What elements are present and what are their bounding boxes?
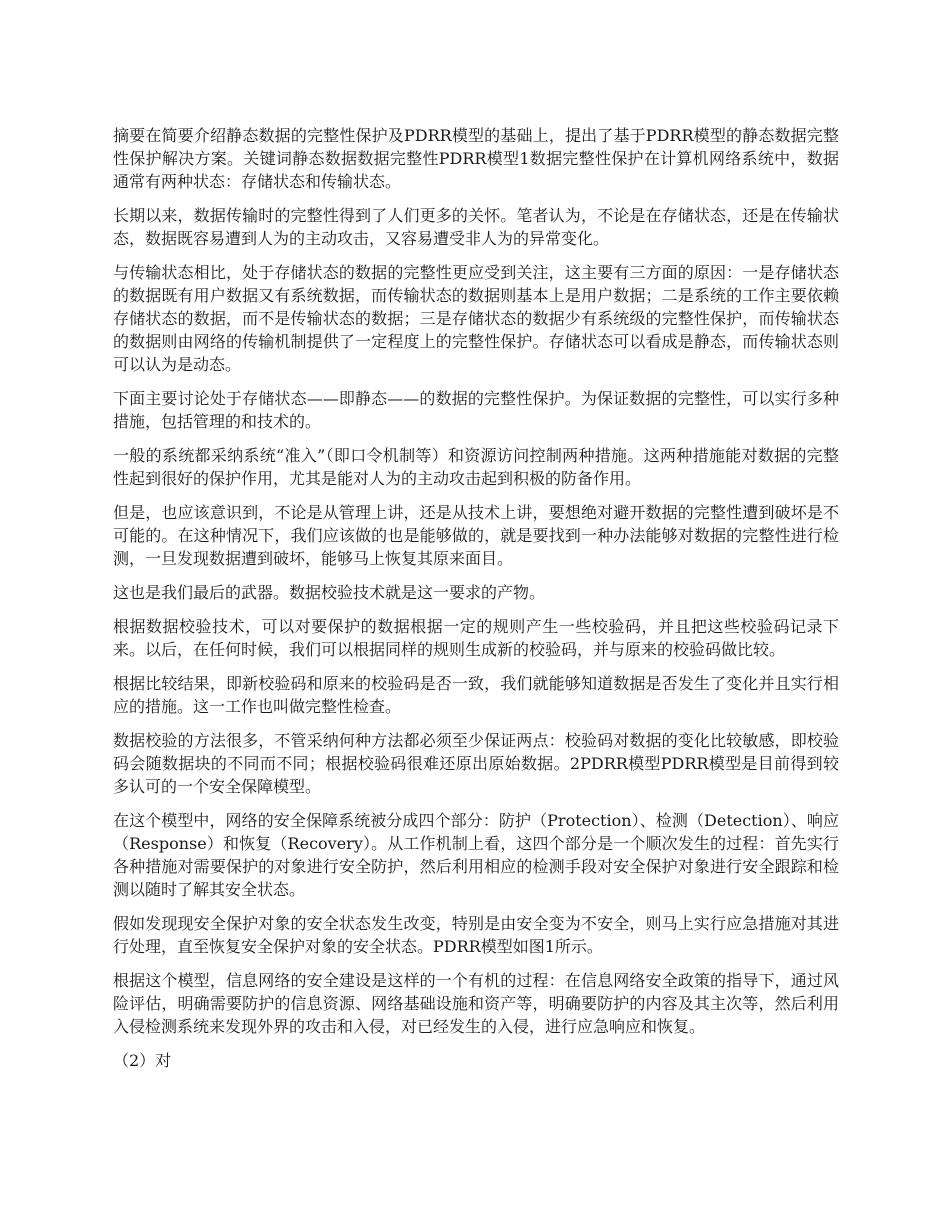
paragraph-abstract: 摘要在简要介绍静态数据的完整性保护及PDRR模型的基础上，提出了基于PDRR模型的静态数据完整性保护解决方案。关键词静态数据数据完整性PDRR模型1数据完整性保护在计算机网络系统中，数据通常有两种状态：存储状态和传输状态。 <box>113 126 839 191</box>
paragraph-integrity-detection: 但是，也应该意识到，不论是从管理上讲，还是从技术上讲，要想绝对避开数据的完整性遭到破坏是不可能的。在这种情况下，我们应该做的也是能够做的，就是要找到一种办法能够对数据的完整性进行检测，一旦发现数据遭到破坏，能够马上恢复其原来面目。 <box>113 503 839 568</box>
paragraph-integrity-check: 根据比较结果，即新校验码和原来的校验码是否一致，我们就能够知道数据是否发生了变化并且实行相应的措施。这一工作也叫做完整性检查。 <box>113 674 839 716</box>
paragraph-access-control: 一般的系统都采纳系统“准入”（即口令机制等）和资源访问控制两种措施。这两种措施能对数据的完整性起到很好的保护作用，尤其是能对人为的主动攻击起到积极的防备作用。 <box>113 446 839 488</box>
document-body <box>113 124 839 1083</box>
paragraph-pdrr-parts: 在这个模型中，网络的安全保障系统被分成四个部分：防护（Protection）、检测（Detection）、响应（Response）和恢复（Recovery）。从工作机制上看，这四个部分是一个顺次发生的过程：首先实行各种措施对需要保护的对象进行安全防护，然后利用相应的检测手段对安全保护对象进行安全跟踪和检测以随时了解其安全状态。 <box>113 811 839 899</box>
paragraph-last-weapon: 这也是我们最后的武器。数据校验技术就是这一要求的产物。 <box>113 583 546 602</box>
paragraph-checksum-generation: 根据数据校验技术，可以对要保护的数据根据一定的规则产生一些校验码，并且把这些校验码记录下来。以后，在任何时候，我们可以根据同样的规则生成新的校验码，并与原来的校验码做比较。 <box>113 617 839 659</box>
paragraph-security-construction: 根据这个模型，信息网络的安全建设是这样的一个有机的过程：在信息网络安全政策的指导下，通过风险评估，明确需要防护的信息资源、网络基础设施和资产等，明确要防护的内容及其主次等，然后利用入侵检测系统来发现外界的攻击和入侵，对已经发生的入侵，进行应急响应和恢复。 <box>113 971 839 1036</box>
paragraph-item-2: （2）对 <box>113 1051 172 1070</box>
paragraph-static-data-protection: 下面主要讨论处于存储状态——即静态——的数据的完整性保护。为保证数据的完整性，可以实行多种措施，包括管理的和技术的。 <box>113 389 839 431</box>
paragraph-transmission-integrity: 长期以来，数据传输时的完整性得到了人们更多的关怀。笔者认为，不论是在存储状态，还是在传输状态，数据既容易遭到人为的主动攻击，又容易遭受非人为的异常变化。 <box>113 206 839 248</box>
paragraph-emergency-response: 假如发现现安全保护对象的安全状态发生改变，特别是由安全变为不安全，则马上实行应急措施对其进行处理，直至恢复安全保护对象的安全状态。PDRR模型如图1所示。 <box>113 914 839 956</box>
paragraph-checksum-methods: 数据校验的方法很多，不管采纳何种方法都必须至少保证两点：校验码对数据的变化比较敏感，即校验码会随数据块的不同而不同；根据校验码很难还原出原始数据。2PDRR模型PDRR模型是目前得到较多认可的一个安全保障模型。 <box>113 731 839 796</box>
paragraph-storage-vs-transmission: 与传输状态相比，处于存储状态的数据的完整性更应受到关注，这主要有三方面的原因：一是存储状态的数据既有用户数据又有系统数据，而传输状态的数据则基本上是用户数据；二是系统的工作主要依赖存储状态的数据，而不是传输状态的数据；三是存储状态的数据少有系统级的完整性保护，而传输状态的数据则由网络的传输机制提供了一定程度上的完整性保护。存储状态可以看成是静态，而传输状态则可以认为是动态。 <box>113 263 839 374</box>
